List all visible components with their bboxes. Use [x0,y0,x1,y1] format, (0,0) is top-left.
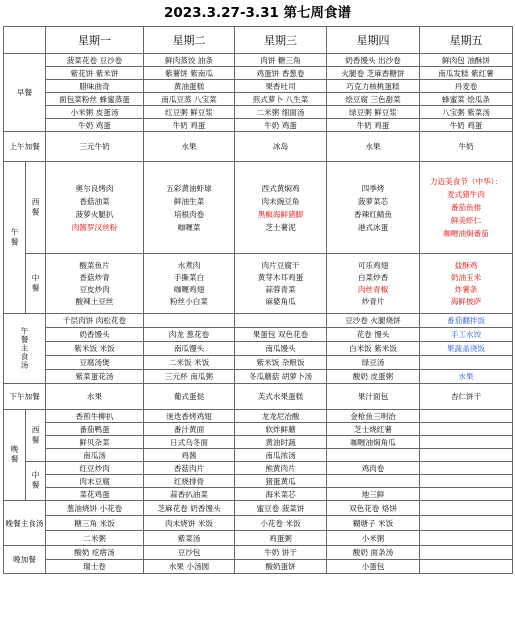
table-row [4,501,513,516]
breakfast-item: 菠菜花卷 豆沙卷 [46,54,144,67]
menu-dish: 黄芽木耳鸡蛋 [257,272,304,282]
dinner-west-item: 番汁黄面 [144,423,235,436]
dinner-staple-item: 二米粥 [46,531,144,546]
dinner-staple-item: 糊塘子 米饭 [327,516,420,531]
dinner-mid-item [420,475,513,488]
dinner-staple-item: 鸡蛋粥 [235,531,327,546]
lunch-staple-item: 果蔬盖浇饭 [420,342,513,356]
dinner-mid-item: 肉末豆腐 [46,475,144,488]
breakfast-item: 果香吐司 [235,80,327,93]
dinner-staple-item: 葱油烧饼 小花卷 [46,501,144,516]
dinner-staple-item: 小米粥 [327,531,420,546]
menu-dish: 酸辣土豆丝 [75,296,114,306]
menu-dish: 菠萝菜芯 [357,196,389,206]
breakfast-item: 煎式萝卜 八生菜 [235,93,327,106]
breakfast-item: 鲜肉包 油酥饼 [420,54,513,67]
menu-dish: 肉末豌豆角 [261,196,300,206]
breakfast-item: 腊味曲奇 [46,80,144,93]
pm-snack-item: 芙式水果蛋糕 [235,384,327,410]
dinner-staple-item: 小花卷 米饭 [235,516,327,531]
table-row [4,80,513,93]
featured-dish: 麦式猪牛肉 [447,190,485,199]
lunch-staple-item: 冬瓜蘑菇 胡萝卜汤 [235,370,327,384]
dinner-west-item [420,410,513,423]
section-label-lunch: 午餐 [4,162,26,314]
lunch-staple-item: 果蛋包 双色花卷 [235,328,327,342]
sublabel-lunch-west: 西餐 [26,162,46,254]
table-row [4,475,513,488]
dinner-staple-item [420,501,513,516]
breakfast-item: 牛奶 鸡蛋 [420,119,513,132]
lunch-staple-item: 豆沙卷 火腿烧饼 [327,314,420,328]
breakfast-item: 奶香馒头 出沙卷 [327,54,420,67]
lunch-staple-item: 手工水饺 [420,328,513,342]
day-header-2: 星期三 [235,27,327,54]
am-snack-item: 三元牛奶 [46,132,144,162]
lunch-west-cell [420,162,513,254]
am-snack-item: 水果 [144,132,235,162]
night-snack-item: 牛奶 饼干 [235,546,327,560]
menu-dish: 菠萝火腿扒 [75,209,114,219]
day-header-0: 星期一 [46,27,144,54]
night-snack-item: 酸奶 面条汤 [327,546,420,560]
lunch-west-cell [235,162,327,254]
breakfast-item: 二米粥 细面汤 [235,106,327,119]
day-header-1: 星期二 [144,27,235,54]
breakfast-item: 丹麦卷 [420,80,513,93]
menu-dish: 肉片豆腐干 [261,260,300,270]
table-row [4,54,513,67]
table-row [4,356,513,370]
lunch-staple-item: 酸奶 皮蛋粥 [327,370,420,384]
dinner-staple-item [420,531,513,546]
lunch-west-cell [46,162,144,254]
dinner-west-item: 鸡酱 [144,449,235,462]
lunch-staple-item: 二米饭 米饭 [144,356,235,370]
table-row [4,449,513,462]
night-snack-item [420,560,513,574]
breakfast-item: 火腿卷 芝麻香糖饼 [327,67,420,80]
page-title: 2023.3.27-3.31 第七周食谱 [163,5,352,21]
night-snack-item: 小蛋包 [327,560,420,574]
table-row [4,27,513,54]
menu-dish: 港式冰蛋 [357,222,389,232]
dinner-mid-item [327,475,420,488]
day-header-4: 星期五 [420,27,513,54]
dinner-staple-item: 肉末烧饼 米饭 [144,516,235,531]
breakfast-item: 鲜肉蒸饺 油条 [144,54,235,67]
menu-dish: 五彩黄油虾球 [166,183,212,193]
table-row [4,106,513,119]
featured-dish: 咖喱油焖番茄 [443,229,489,238]
dinner-west-item: 日式乌冬面 [144,436,235,449]
table-row [4,546,513,560]
sublabel-lunch-mid: 中餐 [26,254,46,314]
dinner-west-item: 黄油时蔬 [235,436,327,449]
dinner-west-item: 芝士烧红薯 [327,423,420,436]
lunch-staple-item: 紫菜蛋花汤 [46,370,144,384]
menu-dish: 香菇炒青 [79,272,110,282]
lunch-mid-cell [327,254,420,314]
breakfast-item: 绿豆粥 鲜豆浆 [327,106,420,119]
breakfast-item: 八宝粥 紫菜汤 [420,106,513,119]
table-row [4,93,513,106]
dinner-staple-item: 芝麻花卷 奶香馒头 [144,501,235,516]
lunch-staple-item: 奶香馒头 [46,328,144,342]
menu-dish: 白菜炒香 [357,272,389,282]
breakfast-item: 蜂蜜菜 烩瓜条 [420,93,513,106]
pm-snack-item: 杏仁饼干 [420,384,513,410]
section-label-am-snack: 上午加餐 [4,132,46,162]
featured-dish: 肉酱罗汉丝粉 [71,222,118,232]
breakfast-item: 南瓜发糕 紫红薯 [420,67,513,80]
lunch-staple-item [420,356,513,370]
breakfast-item: 南瓜豆蒸 八宝菜 [144,93,235,106]
table-row [4,132,513,162]
featured-dish: 番茄鱼排 [450,203,482,212]
night-snack-item: 豆沙包 [144,546,235,560]
menu-dish: 奥尔良烤肉 [75,183,114,193]
featured-dish: 鲜美虾仁 [450,216,482,225]
lunch-staple-item: 三元杯 南瓜粥 [144,370,235,384]
am-snack-item: 牛奶 [420,132,513,162]
breakfast-item: 黄油蛋糕 [144,80,235,93]
breakfast-item: 小米粥 皮蛋汤 [46,106,144,119]
lunch-mid-cell [144,254,235,314]
breakfast-item: 红豆粥 鲜豆浆 [144,106,235,119]
table-row [4,119,513,132]
menu-dish: 香菇油菜 [79,196,110,206]
table-row [4,328,513,342]
lunch-staple-item: 千层肉饼 肉松花卷 [46,314,144,328]
lunch-mid-cell [235,254,327,314]
dinner-west-item: 金枪鱼三明治 [327,410,420,423]
lunch-staple-item: 白米饭 紫米饭 [327,342,420,356]
table-row [4,314,513,328]
breakfast-item: 鸡蛋饼 香葱卷 [235,67,327,80]
breakfast-item: 面包菜粉丝 蜂蜜蒸蛋 [46,93,144,106]
lunch-staple-item: 番茄翻拌饭 [420,314,513,328]
breakfast-item: 肉饼 糖三角 [235,54,327,67]
dinner-staple-item: 紫菜汤 [144,531,235,546]
sublabel-dinner-west: 西餐 [26,410,46,462]
dinner-mid-item: 菜花鸡蛋 [46,488,144,501]
lunch-staple-item: 绿豆汤 [327,356,420,370]
pm-snack-item: 果汁面包 [327,384,420,410]
featured-dish: 海鲜披萨 [450,296,482,306]
table-row [4,370,513,384]
menu-dish: 麻婆角瓜 [265,296,296,306]
table-row [4,531,513,546]
featured-dish: 黑椒海鲜猪脚 [257,209,304,219]
lunch-staple-item: 南瓜馒头 [235,342,327,356]
dinner-mid-item: 红烧排骨 [144,475,235,488]
dinner-staple-item: 糖三角 米饭 [46,516,144,531]
table-row [4,423,513,436]
breakfast-item: 烩豆腐 三色甜菜 [327,93,420,106]
dinner-west-item: 番茄鸭蛋 [46,423,144,436]
night-snack-item: 酸奶蛋饼 [235,560,327,574]
pm-snack-item: 葡式蛋挞 [144,384,235,410]
menu-dish: 可乐鸡翅 [357,260,389,270]
dinner-mid-item: 香菇肉片 [144,462,235,475]
table-row [4,162,513,254]
dinner-west-item: 迷迭香烤鸡翅 [144,410,235,423]
dinner-west-item [420,449,513,462]
menu-dish: 水煮肉 [177,260,201,270]
lunch-west-cell [144,162,235,254]
day-header-3: 星期四 [327,27,420,54]
lunch-staple-item: 紫米饭 杂粮饭 [235,356,327,370]
corner-cell [4,27,46,54]
dinner-mid-item: 猪蛋黄瓜 [235,475,327,488]
table-row [4,516,513,531]
dinner-mid-item [420,462,513,475]
table-row [4,410,513,423]
lunch-staple-item: 花卷 馒头 [327,328,420,342]
breakfast-item: 牛奶 鸡蛋 [235,119,327,132]
menu-dish: 培根肉卷 [173,209,205,219]
section-label-breakfast: 早餐 [4,54,46,132]
table-row [4,436,513,449]
section-label-pm-snack: 下午加餐 [4,384,46,410]
pm-snack-item: 水果 [46,384,144,410]
menu-dish: 手撕菜白 [173,272,205,282]
dinner-mid-item: 鸡肉卷 [327,462,420,475]
dinner-west-item: 南瓜浓汤 [235,449,327,462]
menu-dish: 炒青片 [361,296,385,306]
breakfast-item: 牛奶 鸡蛋 [327,119,420,132]
menu-dish: 四季烤 [361,183,385,193]
sublabel-dinner-mid: 中餐 [26,462,46,501]
menu-dish: 酸菜鱼片 [79,260,110,270]
menu-dish: 西式黄焖鸡 [261,183,300,193]
table-row [4,384,513,410]
section-label-dinner-staple: 晚餐主食汤 [4,501,46,546]
featured-dish: 力迈美食节（中华）： [429,177,503,186]
lunch-staple-item: 紫米饭 米饭 [46,342,144,356]
menu-dish: 芝士薯泥 [265,222,296,232]
table-row [4,342,513,356]
table-row [4,488,513,501]
dinner-mid-item [420,488,513,501]
lunch-staple-item: 豆腐汤煲 [46,356,144,370]
breakfast-item: 紫花饼 紫米饼 [46,67,144,80]
night-snack-item: 水果 小汤圆 [144,560,235,574]
lunch-staple-item: 南瓜馒头 [144,342,235,356]
dinner-mid-item: 地三鲜 [327,488,420,501]
dinner-west-item: 鲜贝杂菜 [46,436,144,449]
menu-dish: 豆皮炒肉 [79,284,110,294]
menu-dish: 香辣红鲭鱼 [354,209,392,219]
lunch-staple-item [235,314,327,328]
dinner-west-item [327,449,420,462]
night-snack-item [420,546,513,560]
am-snack-item: 冰岛 [235,132,327,162]
lunch-mid-cell [46,254,144,314]
dinner-west-item [420,436,513,449]
dinner-staple-item: 双色花卷 烙饼 [327,501,420,516]
featured-dish: 盐酥鸡 [454,260,478,270]
dinner-staple-item [420,516,513,531]
dinner-west-item: 咖喱油焖角瓜 [327,436,420,449]
menu-dish: 蒜蓉青菜 [265,284,296,294]
dinner-west-item: 龙龙尼冶酸 [235,410,327,423]
menu-dish: 粉丝小白菜 [170,296,208,306]
breakfast-item: 巧克力核桃蛋糕 [327,80,420,93]
dinner-mid-item: 熊黄肉片 [235,462,327,475]
menu-dish: 咖喱鸡翅 [173,284,205,294]
section-label-lunch-staple: 午餐主食汤 [4,314,46,384]
menu-table [3,26,513,574]
dinner-west-item [420,423,513,436]
breakfast-item: 牛奶 鸡蛋 [46,119,144,132]
featured-dish: 肉丝青椒 [357,284,389,294]
am-snack-item: 水果 [327,132,420,162]
lunch-staple-item [144,314,235,328]
dinner-west-item: 香煎牛柳扒 [46,410,144,423]
featured-dish: 奶油玉米 [450,272,482,282]
dinner-mid-item: 红豆炒肉 [46,462,144,475]
table-row [4,560,513,574]
lunch-staple-item: 水果 [420,370,513,384]
menu-dish: 咖喱菜 [177,222,201,232]
section-label-night-snack: 晚加餐 [4,546,46,574]
lunch-staple-item: 肉龙 葱花卷 [144,328,235,342]
dinner-staple-item: 蜜豆卷 菠菜饼 [235,501,327,516]
section-label-dinner: 晚餐 [4,410,26,501]
lunch-west-cell [327,162,420,254]
table-row [4,254,513,314]
featured-dish: 炸薯条 [454,284,478,294]
breakfast-item: 牛奶 鸡蛋 [144,119,235,132]
lunch-mid-cell [420,254,513,314]
dinner-west-item: 南瓜汤 [46,449,144,462]
dinner-mid-item: 蒜香扒油菜 [144,488,235,501]
night-snack-item: 酸奶 疙瘩汤 [46,546,144,560]
menu-dish: 鲜油生菜 [173,196,205,206]
dinner-mid-item: 海米菜芯 [235,488,327,501]
night-snack-item: 瑞士卷 [46,560,144,574]
table-row [4,67,513,80]
dinner-west-item: 软炸鲜蘑 [235,423,327,436]
table-row [4,462,513,475]
breakfast-item: 紫薯饼 紫南瓜 [144,67,235,80]
